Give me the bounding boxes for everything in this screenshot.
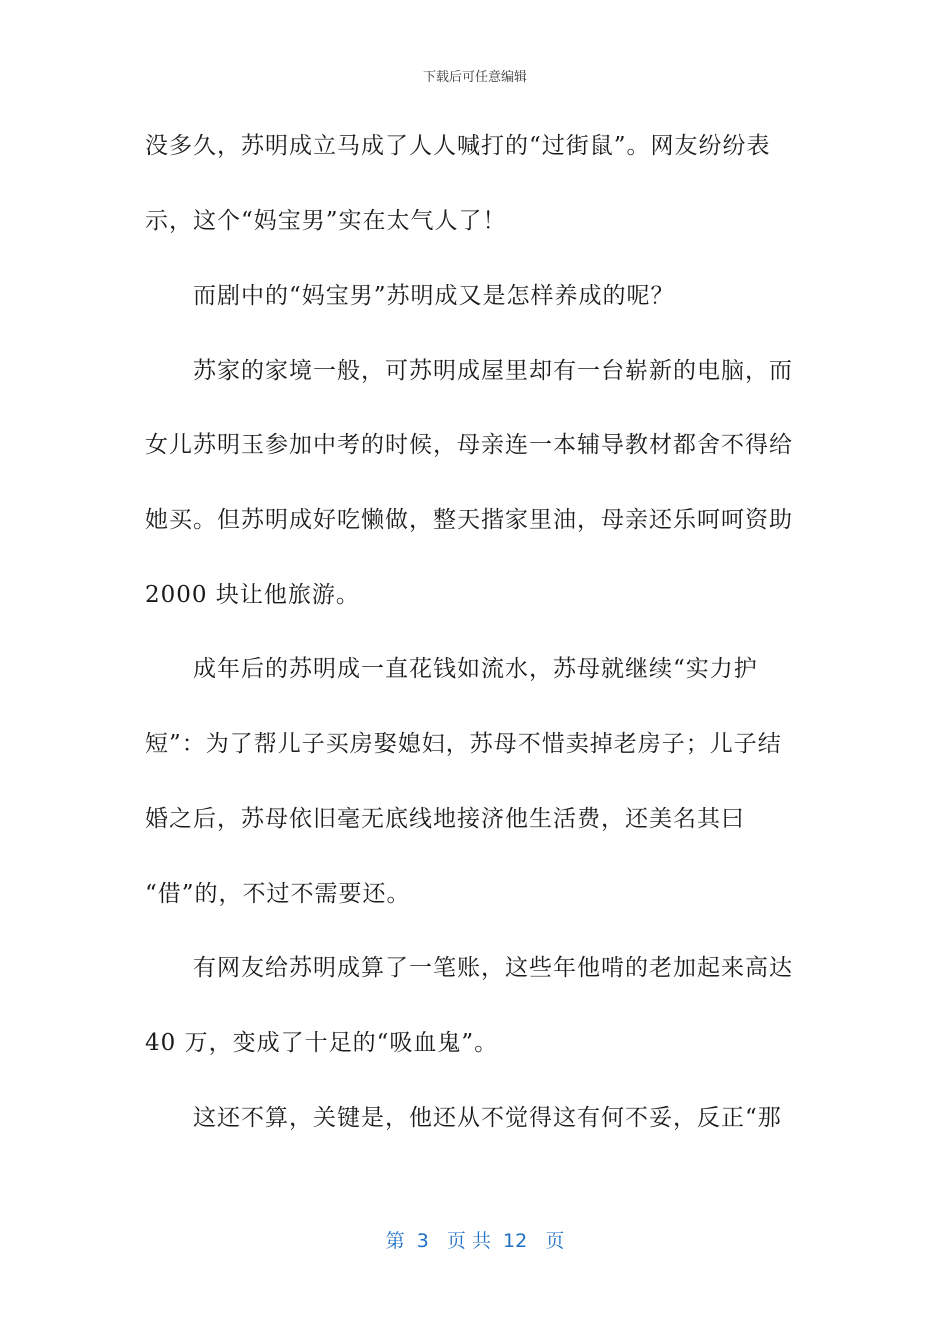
- text-line: 2000 块让他旅游。: [145, 582, 360, 608]
- text-line: 而剧中的“妈宝男”苏明成又是怎样养成的呢？: [193, 283, 675, 309]
- text-line: 她买。但苏明成好吃懒做，整天揩家里油，母亲还乐呵呵资助: [145, 507, 793, 533]
- text-line: 示，这个“妈宝男”实在太气人了！: [145, 208, 507, 234]
- text-line: 苏家的家境一般，可苏明成屋里却有一台崭新的电脑，而: [193, 358, 793, 384]
- text-line: 成年后的苏明成一直花钱如流水，苏母就继续“实力护: [193, 656, 758, 682]
- text-line: 短”：为了帮儿子买房娶媳妇，苏母不惜卖掉老房子；儿子结: [145, 731, 782, 757]
- text-line: 这还不算，关键是，他还从不觉得这有何不妥，反正“那: [193, 1105, 782, 1131]
- page-header-note: 下载后可任意编辑: [422, 70, 527, 85]
- page-number-footer: 第 3 页 共 12 页: [385, 1230, 565, 1252]
- text-line: 有网友给苏明成算了一笔账，这些年他啃的老加起来高达: [193, 955, 793, 981]
- text-line: 没多久，苏明成立马成了人人喊打的“过街鼠”。网友纷纷表: [145, 133, 771, 159]
- text-line: 40 万，变成了十足的“吸血鬼”。: [145, 1030, 499, 1056]
- text-line: 女儿苏明玉参加中考的时候，母亲连一本辅导教材都舍不得给: [145, 432, 793, 458]
- text-line: 婚之后，苏母依旧毫无底线地接济他生活费，还美名其曰: [145, 806, 745, 832]
- text-line: “借”的，不过不需要还。: [145, 881, 411, 907]
